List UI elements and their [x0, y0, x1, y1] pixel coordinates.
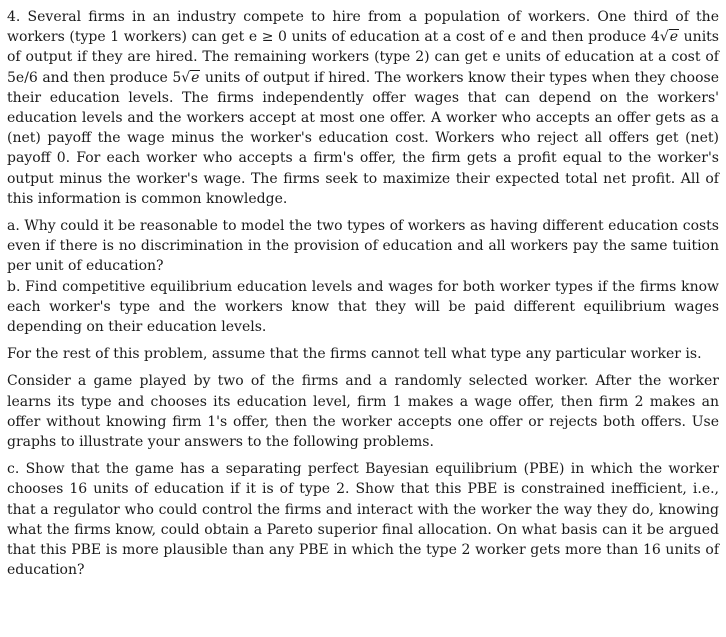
sqrt-e-1: e — [669, 29, 679, 46]
part-c: c. Show that the game has a separating perfect Bayesian equilibrium (PBE) in which the worker chooses 16 units of education if it is of type 2. Show that this PBE is constrained inefficient, i.e., that a regulator who could control the firms and interact with the worker the way they do, knowing what the firms know, could obtain a Pareto superior final allocation. On what basis can it be argued that this PBE is more plausible than any PBE in which the type 2 worker gets more than 16 units of education? — [7, 461, 719, 579]
problem-intro — [7, 7, 719, 209]
part-a: a. Why could it be reasonable to model the two types of workers as having different education costs even if there is no discrimination in the provision of education and all workers pay the same tuition per unit of education? — [7, 218, 719, 275]
part-b: b. Find competitive equilibrium education levels and wages for both worker types if the firms know each worker's type and the workers know that they will be paid different equilibrium wages depending on their education levels. — [7, 278, 719, 336]
rest-note: For the rest of this problem, assume that the firms cannot tell what type any particular worker is. — [7, 346, 702, 363]
game-description: Consider a game played by two of the firms and a randomly selected worker. After the worker learns its type and chooses its education level, firm 1 makes a wage offer, then firm 2 makes an offer without knowing firm 1's offer, then the worker accepts one offer or rejects both offers. Use graphs to illustrate your answers to the following problems. — [7, 373, 719, 451]
intro-text-1: 4. Several firms in an industry compete to hire from a population of workers. One third of the workers (type 1 workers) can get e ≥ 0 units of education at a cost of e and then produce 4 — [7, 9, 719, 46]
sqrt-e-2: e — [191, 69, 200, 86]
intro-text-2: units of output if they are hired. The remaining workers (type 2) can get e units of education at a cost of 5e/6 and then produce 5 — [7, 29, 719, 86]
intro-text-3: units of output if hired. The workers know their types when they choose their education levels. The firms independently offer wages that can depend on the workers' education levels and the workers accept at most one offer. A worker who accepts an offer gets as a (net) payoff the wage minus the worker's education cost. Workers who reject all offers get (net) payoff 0. For each worker who accepts a firm's offer, the firm gets a profit equal to the worker's output minus the worker's wage. The firms seek to maximize their expected total net profit. All of this information is common knowledge. — [7, 69, 719, 207]
sqrt-symbol: √ — [181, 69, 191, 86]
sqrt-symbol: √ — [659, 29, 669, 46]
